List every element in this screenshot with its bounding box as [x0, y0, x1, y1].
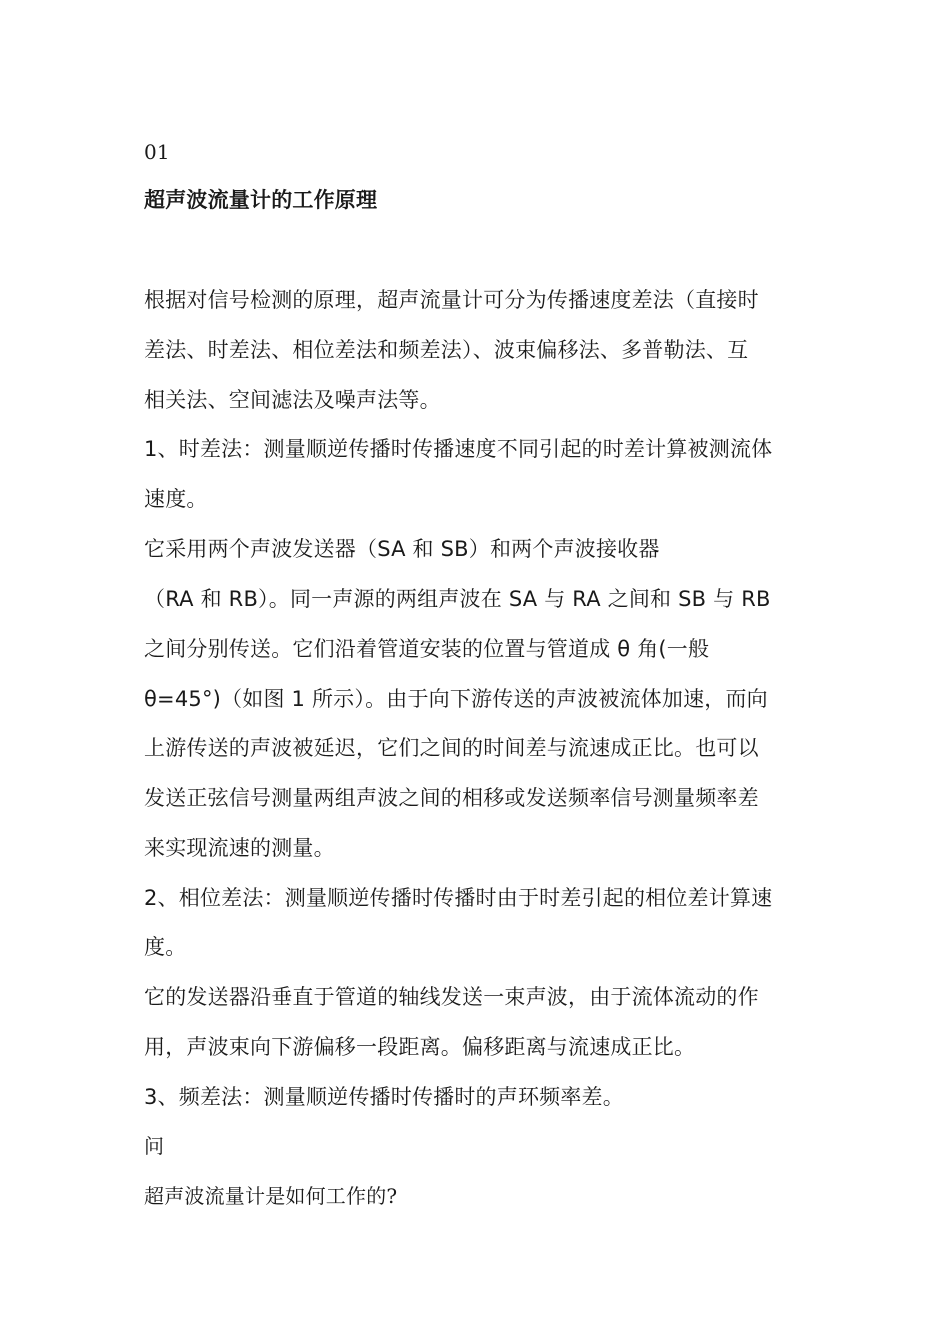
- body-line-11: 发送正弦信号测量两组声波之间的相移或发送频率信号测量频率差: [144, 786, 759, 810]
- body-line-6: 它采用两个声波发送器（SA 和 SB）和两个声波接收器: [144, 537, 660, 561]
- question-label: 问: [144, 1134, 165, 1158]
- body-line-15: 它的发送器沿垂直于管道的轴线发送一束声波，由于流体流动的作: [144, 985, 759, 1009]
- body-line-17: 3、频差法：测量顺逆传播时传播时的声环频率差。: [144, 1085, 624, 1109]
- body-line-4: 1、时差法：测量顺逆传播时传播速度不同引起的时差计算被测流体: [144, 437, 773, 461]
- body-line-2: 差法、时差法、相位差法和频差法）、波束偏移法、多普勒法、互: [144, 338, 749, 362]
- body-line-1: 根据对信号检测的原理，超声流量计可分为传播速度差法（直接时: [144, 288, 759, 312]
- section-title: 超声波流量计的工作原理: [144, 188, 378, 212]
- body-line-16: 用，声波束向下游偏移一段距离。偏移距离与流速成正比。: [144, 1035, 696, 1059]
- body-line-12: 来实现流速的测量。: [144, 836, 335, 860]
- body-line-3: 相关法、空间滤法及噪声法等。: [144, 388, 441, 412]
- question-text: 超声波流量计是如何工作的?: [144, 1184, 398, 1208]
- body-line-14: 度。: [144, 935, 187, 959]
- body-line-13: 2、相位差法：测量顺逆传播时传播时由于时差引起的相位差计算速: [144, 886, 773, 910]
- body-line-9: θ=45°)（如图 1 所示）。由于向下游传送的声波被流体加速，而向: [144, 687, 768, 711]
- body-line-5: 速度。: [144, 487, 208, 511]
- section-number: 01: [144, 140, 170, 164]
- body-line-7: （RA 和 RB）。同一声源的两组声波在 SA 与 RA 之间和 SB 与 RB: [144, 587, 771, 611]
- body-line-10: 上游传送的声波被延迟，它们之间的时间差与流速成正比。也可以: [144, 736, 759, 760]
- body-line-8: 之间分别传送。它们沿着管道安装的位置与管道成 θ 角(一般: [144, 637, 710, 661]
